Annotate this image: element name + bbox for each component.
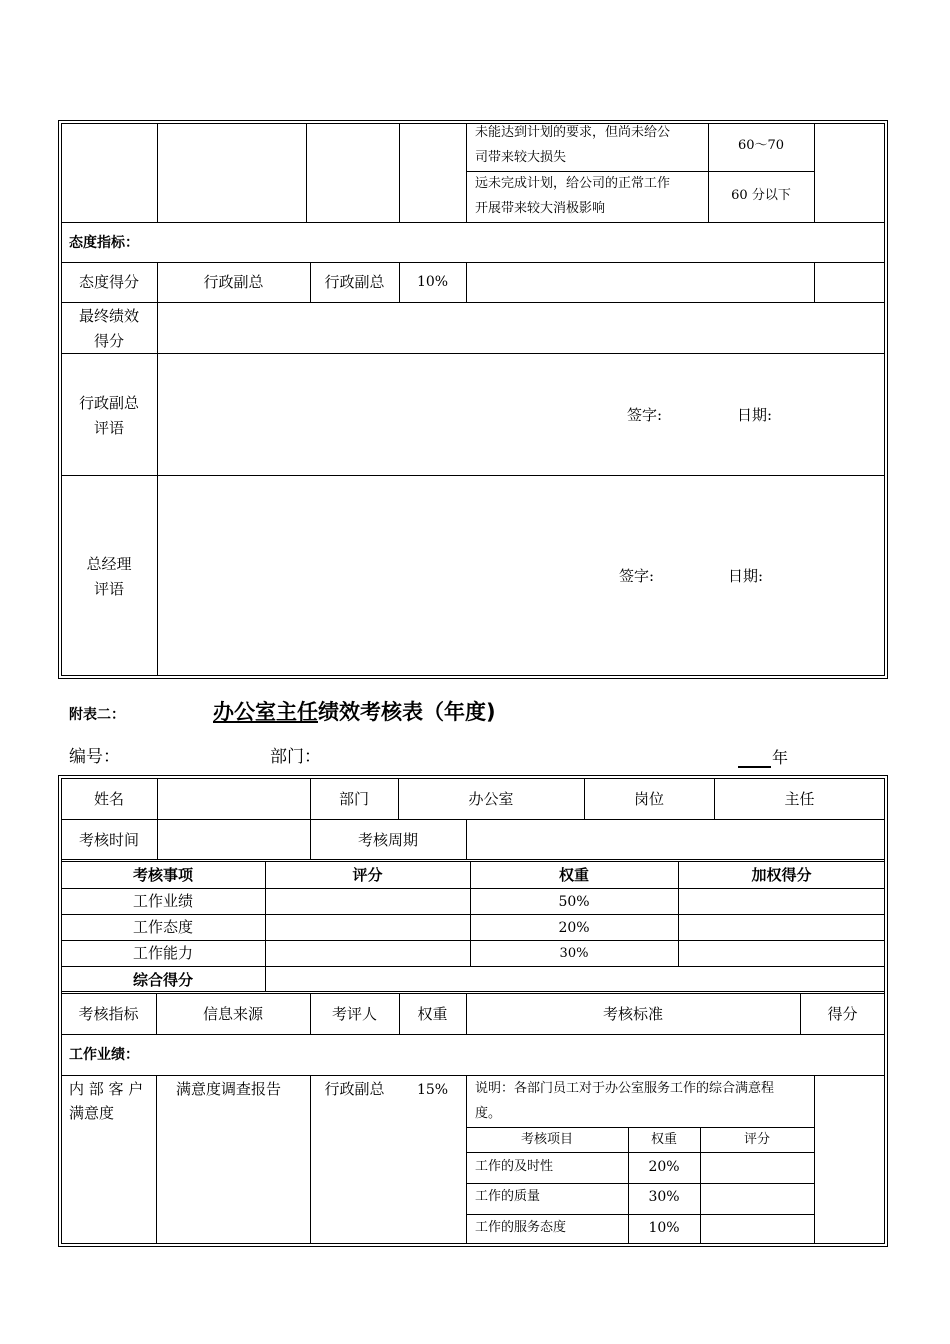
sub-header-weight: 权重 — [650, 1132, 677, 1147]
final-score-label: 最终绩效 — [78, 307, 139, 325]
gm-signature-label: 签字: — [619, 567, 655, 585]
number-label: 编号： — [69, 747, 120, 767]
attitude-weight: 10% — [416, 274, 449, 290]
indicator-source: 满意度调查报告 — [176, 1080, 282, 1098]
summary-header-item: 考核事项 — [132, 866, 193, 884]
summary-header-weighted: 加权得分 — [751, 866, 812, 884]
dept-value: 办公室 — [468, 790, 514, 808]
indicator-name: 内 部 客 户 — [69, 1080, 144, 1098]
vp-comment-label: 评语 — [93, 419, 124, 437]
department-label: 部门： — [270, 747, 321, 767]
standard-text: 未能达到计划的要求，但尚未给公 — [475, 125, 671, 140]
detail-header-weight: 权重 — [417, 1005, 448, 1023]
detail-header-score: 得分 — [827, 1005, 858, 1023]
detail-header-rater: 考评人 — [331, 1005, 377, 1023]
sub-row-item: 工作的质量 — [475, 1189, 541, 1204]
summary-row-item: 工作态度 — [132, 918, 193, 936]
attitude-section-label: 态度指标： — [69, 235, 139, 251]
final-score-label: 得分 — [93, 332, 124, 350]
vp-signature-label: 签字: — [627, 406, 663, 424]
standard-description: 说明：各部门员工对于办公室服务工作的综合满意程 — [475, 1081, 775, 1096]
standard-description: 度。 — [475, 1106, 502, 1121]
standard-text: 司带来较大损失 — [475, 150, 567, 165]
form-title — [213, 698, 496, 726]
standard-text: 开展带来较大消极影响 — [475, 201, 606, 216]
form-title-underlined: 办公室主任 — [213, 700, 318, 724]
name-label: 姓名 — [93, 790, 124, 808]
attitude-score-label: 态度得分 — [78, 273, 139, 291]
indicator-rater: 行政副总 — [324, 1080, 385, 1098]
detail-header-standard: 考核标准 — [602, 1005, 663, 1023]
year-blank — [738, 766, 771, 768]
sub-row-item: 工作的及时性 — [475, 1159, 554, 1174]
standard-score: 60 分以下 — [731, 188, 791, 203]
total-score-label: 综合得分 — [132, 971, 193, 989]
sub-row-weight: 20% — [648, 1159, 680, 1175]
vp-date-label: 日期: — [737, 406, 773, 424]
form-title-rest: 绩效考核表（年度) — [318, 700, 496, 724]
standard-score: 60～70 — [737, 138, 785, 153]
summary-header-score: 评分 — [352, 866, 383, 884]
sub-header-item: 考核项目 — [520, 1132, 573, 1147]
detail-header-indicator: 考核指标 — [78, 1005, 139, 1023]
post-value: 主任 — [784, 790, 815, 808]
summary-row-weight: 20% — [558, 920, 590, 936]
review-time-label: 考核时间 — [78, 831, 139, 849]
detail-header-source: 信息来源 — [202, 1005, 263, 1023]
appendix-label: 附表二： — [69, 707, 125, 723]
gm-comment-label: 总经理 — [86, 555, 132, 573]
indicator-name: 满意度 — [69, 1104, 115, 1122]
attitude-source: 行政副总 — [203, 273, 264, 291]
performance-section-label: 工作业绩： — [69, 1047, 139, 1063]
sub-row-weight: 10% — [648, 1220, 680, 1236]
summary-row-item: 工作业绩 — [132, 892, 193, 910]
sub-row-weight: 30% — [648, 1189, 680, 1205]
summary-header-weight: 权重 — [558, 866, 589, 884]
standard-text: 远未完成计划，给公司的正常工作 — [475, 176, 671, 191]
attitude-rater: 行政副总 — [324, 273, 385, 291]
year-label: 年 — [772, 748, 789, 767]
dept-label: 部门 — [338, 790, 369, 808]
indicator-weight: 15% — [416, 1082, 449, 1098]
vp-comment-label: 行政副总 — [78, 394, 139, 412]
gm-date-label: 日期: — [728, 567, 764, 585]
gm-comment-label: 评语 — [93, 580, 124, 598]
review-period-label: 考核周期 — [357, 831, 418, 849]
sub-header-score: 评分 — [743, 1132, 770, 1147]
post-label: 岗位 — [633, 790, 664, 808]
summary-row-weight: 30% — [559, 946, 589, 961]
sub-row-item: 工作的服务态度 — [475, 1220, 567, 1235]
summary-row-weight: 50% — [558, 894, 590, 910]
summary-row-item: 工作能力 — [132, 944, 193, 962]
